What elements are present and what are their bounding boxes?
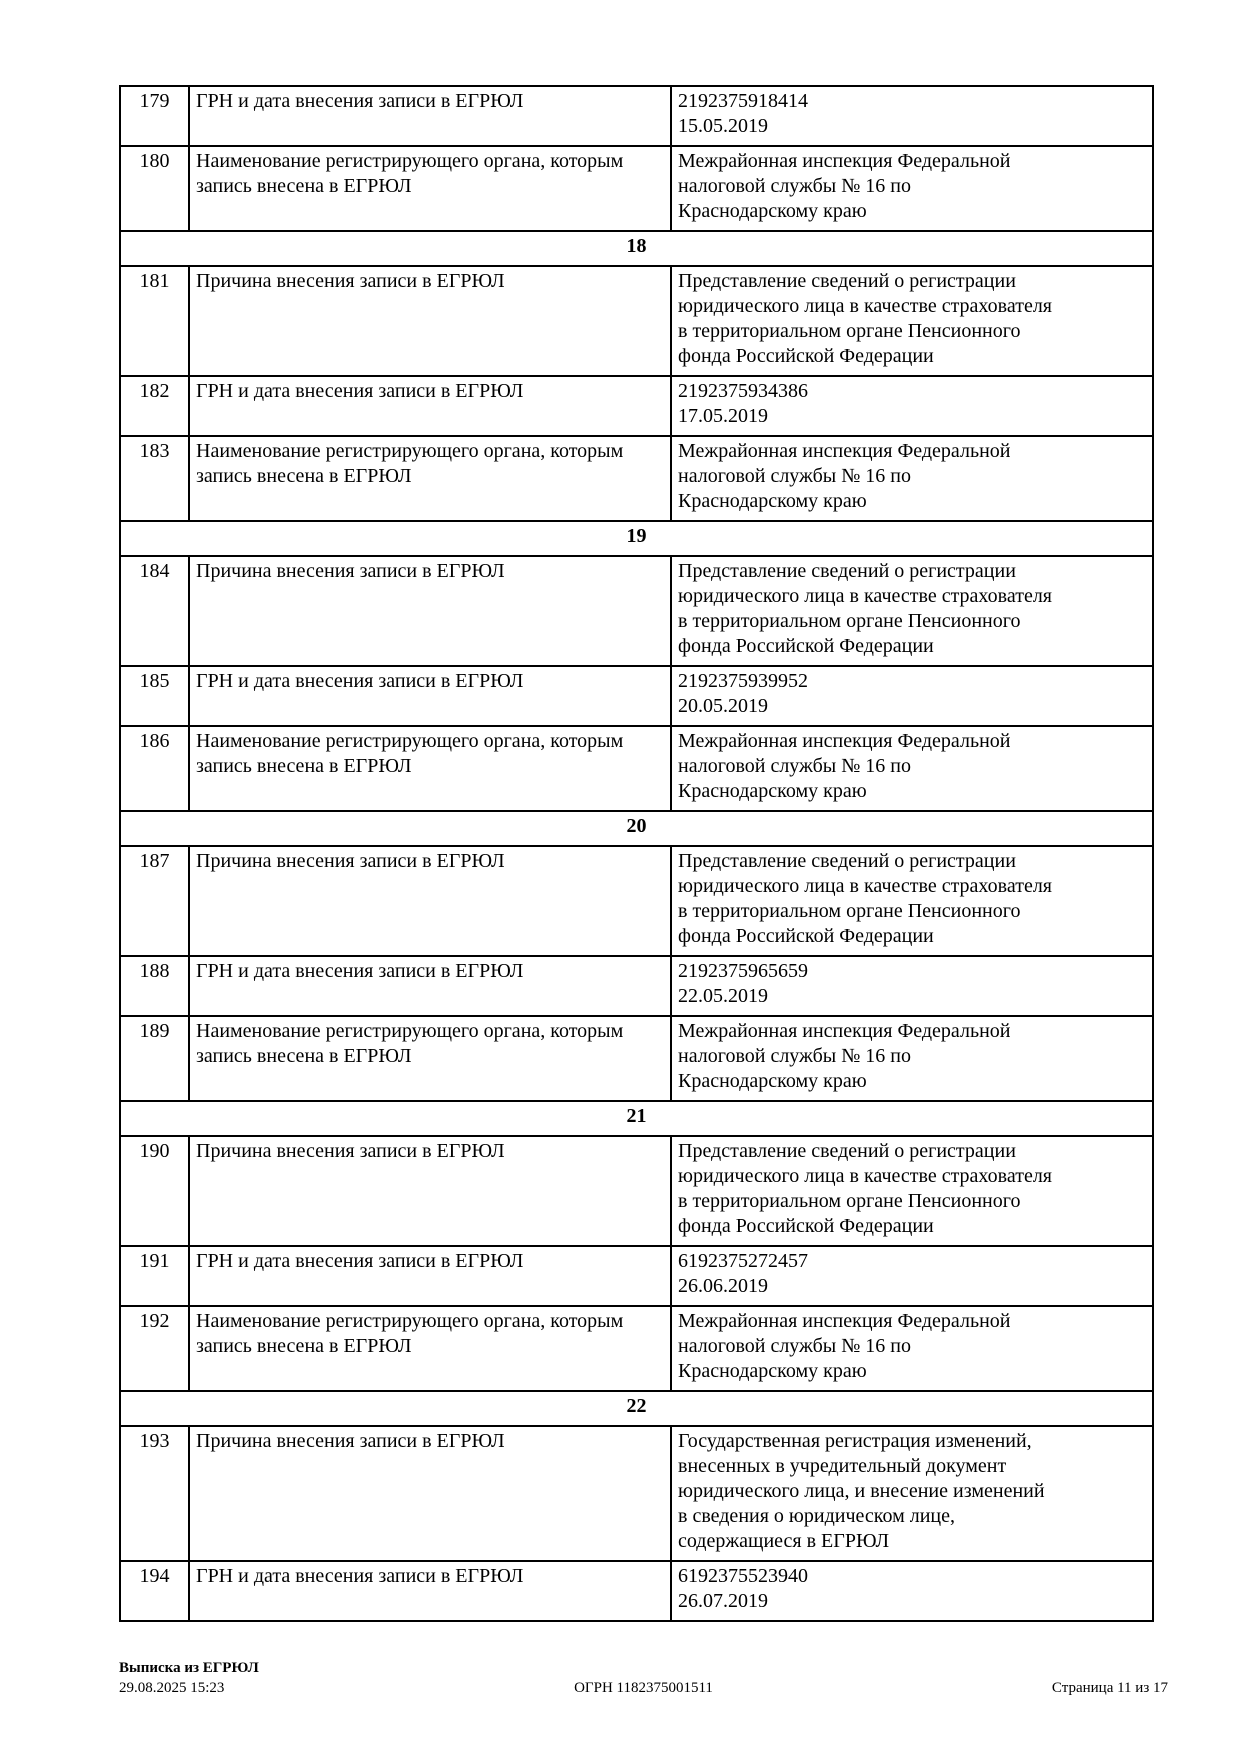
value-line: фонда Российской Федерации (678, 925, 934, 947)
footer-left-block (119, 1658, 469, 1698)
row-label: Причина внесения записи в ЕГРЮЛ (189, 1136, 671, 1246)
row-number: 192 (120, 1306, 189, 1391)
row-value (671, 86, 1153, 146)
table-row (120, 666, 1153, 726)
row-number: 184 (120, 556, 189, 666)
footer-ogrn: ОГРН 1182375001511 (574, 1680, 713, 1696)
row-value (671, 1306, 1153, 1391)
value-line: Представление сведений о регистрации (678, 270, 1016, 292)
value-line: 2192375939952 (678, 670, 808, 692)
row-value (671, 1136, 1153, 1246)
row-label: Наименование регистрирующего органа, которым запись внесена в ЕГРЮЛ (189, 146, 671, 231)
row-label: Причина внесения записи в ЕГРЮЛ (189, 846, 671, 956)
table-row (120, 86, 1153, 146)
value-line: Краснодарскому краю (678, 490, 867, 512)
row-label: ГРН и дата внесения записи в ЕГРЮЛ (189, 1246, 671, 1306)
row-number: 193 (120, 1426, 189, 1561)
table-row (120, 1136, 1153, 1246)
row-label: Причина внесения записи в ЕГРЮЛ (189, 1426, 671, 1561)
row-value (671, 556, 1153, 666)
footer-page-number: Страница 11 из 17 (1051, 1680, 1169, 1696)
table-row (120, 726, 1153, 811)
section-number: 21 (120, 1101, 1153, 1136)
table-row (120, 1016, 1153, 1101)
row-value (671, 956, 1153, 1016)
value-line: Государственная регистрация изменений, (678, 1430, 1032, 1452)
table-row (120, 1306, 1153, 1391)
row-number: 182 (120, 376, 189, 436)
row-number: 181 (120, 266, 189, 376)
value-line: фонда Российской Федерации (678, 635, 934, 657)
section-header-row (120, 811, 1153, 846)
row-value (671, 436, 1153, 521)
section-number: 22 (120, 1391, 1153, 1426)
value-line: юридического лица в качестве страхователя (678, 875, 1053, 897)
value-line: Краснодарскому краю (678, 780, 867, 802)
value-line: юридического лица в качестве страхователя (678, 295, 1053, 317)
row-value (671, 1426, 1153, 1561)
row-label: ГРН и дата внесения записи в ЕГРЮЛ (189, 666, 671, 726)
value-line: 15.05.2019 (678, 115, 768, 137)
row-label: ГРН и дата внесения записи в ЕГРЮЛ (189, 1561, 671, 1621)
value-line: в территориальном органе Пенсионного (678, 1190, 1021, 1212)
value-line: 2192375934386 (678, 380, 808, 402)
value-line: налоговой службы № 16 по (678, 755, 911, 777)
value-line: налоговой службы № 16 по (678, 175, 911, 197)
row-number: 183 (120, 436, 189, 521)
value-line: Межрайонная инспекция Федеральной (678, 1020, 1011, 1042)
row-value (671, 266, 1153, 376)
row-number: 185 (120, 666, 189, 726)
table-row (120, 956, 1153, 1016)
row-value (671, 666, 1153, 726)
value-line: Краснодарскому краю (678, 1070, 867, 1092)
value-line: юридического лица в качестве страхователя (678, 1165, 1053, 1187)
value-line: Межрайонная инспекция Федеральной (678, 1310, 1011, 1332)
value-line: фонда Российской Федерации (678, 345, 934, 367)
row-number: 190 (120, 1136, 189, 1246)
value-line: Представление сведений о регистрации (678, 560, 1016, 582)
section-header-row (120, 1391, 1153, 1426)
value-line: Межрайонная инспекция Федеральной (678, 440, 1011, 462)
footer-datetime: 29.08.2025 15:23 (119, 1680, 225, 1696)
value-line: юридического лица в качестве страхователя (678, 585, 1053, 607)
row-value (671, 146, 1153, 231)
value-line: 2192375965659 (678, 960, 808, 982)
value-line: 20.05.2019 (678, 695, 768, 717)
value-line: 6192375523940 (678, 1565, 808, 1587)
row-value (671, 1246, 1153, 1306)
row-number: 180 (120, 146, 189, 231)
table-row (120, 376, 1153, 436)
table-row (120, 556, 1153, 666)
table-row (120, 436, 1153, 521)
value-line: 22.05.2019 (678, 985, 768, 1007)
table-row (120, 1561, 1153, 1621)
row-value (671, 846, 1153, 956)
value-line: в территориальном органе Пенсионного (678, 900, 1021, 922)
value-line: 26.07.2019 (678, 1590, 768, 1612)
page-footer (119, 1658, 1168, 1698)
value-line: налоговой службы № 16 по (678, 1335, 911, 1357)
value-line: Краснодарскому краю (678, 1360, 867, 1382)
value-line: в территориальном органе Пенсионного (678, 320, 1021, 342)
row-number: 187 (120, 846, 189, 956)
value-line: в сведения о юридическом лице, (678, 1505, 955, 1527)
row-label: Наименование регистрирующего органа, которым запись внесена в ЕГРЮЛ (189, 1306, 671, 1391)
value-line: Представление сведений о регистрации (678, 1140, 1016, 1162)
row-label: Причина внесения записи в ЕГРЮЛ (189, 266, 671, 376)
row-label: Причина внесения записи в ЕГРЮЛ (189, 556, 671, 666)
section-number: 18 (120, 231, 1153, 266)
value-line: Представление сведений о регистрации (678, 850, 1016, 872)
value-line: юридического лица, и внесение изменений (678, 1480, 1045, 1502)
value-line: Межрайонная инспекция Федеральной (678, 150, 1011, 172)
row-label: Наименование регистрирующего органа, которым запись внесена в ЕГРЮЛ (189, 1016, 671, 1101)
row-number: 194 (120, 1561, 189, 1621)
row-label: ГРН и дата внесения записи в ЕГРЮЛ (189, 376, 671, 436)
value-line: содержащиеся в ЕГРЮЛ (678, 1530, 890, 1552)
row-label: ГРН и дата внесения записи в ЕГРЮЛ (189, 86, 671, 146)
footer-document-title: Выписка из ЕГРЮЛ (119, 1660, 259, 1676)
section-number: 19 (120, 521, 1153, 556)
value-line: 2192375918414 (678, 90, 808, 112)
section-header-row (120, 231, 1153, 266)
value-line: внесенных в учредительный документ (678, 1455, 1007, 1477)
value-line: 6192375272457 (678, 1250, 808, 1272)
section-header-row (120, 521, 1153, 556)
row-number: 188 (120, 956, 189, 1016)
value-line: 26.06.2019 (678, 1275, 768, 1297)
table-row (120, 266, 1153, 376)
value-line: налоговой службы № 16 по (678, 1045, 911, 1067)
row-number: 189 (120, 1016, 189, 1101)
row-label: Наименование регистрирующего органа, которым запись внесена в ЕГРЮЛ (189, 726, 671, 811)
row-value (671, 726, 1153, 811)
egrul-records-table-body (120, 86, 1153, 1621)
value-line: Межрайонная инспекция Федеральной (678, 730, 1011, 752)
row-label: ГРН и дата внесения записи в ЕГРЮЛ (189, 956, 671, 1016)
row-value (671, 376, 1153, 436)
row-number: 191 (120, 1246, 189, 1306)
value-line: в территориальном органе Пенсионного (678, 610, 1021, 632)
row-value (671, 1016, 1153, 1101)
table-row (120, 1246, 1153, 1306)
row-number: 179 (120, 86, 189, 146)
table-row (120, 1426, 1153, 1561)
value-line: налоговой службы № 16 по (678, 465, 911, 487)
value-line: фонда Российской Федерации (678, 1215, 934, 1237)
row-number: 186 (120, 726, 189, 811)
table-row (120, 846, 1153, 956)
value-line: 17.05.2019 (678, 405, 768, 427)
egrul-records-table (119, 85, 1154, 1622)
row-label: Наименование регистрирующего органа, которым запись внесена в ЕГРЮЛ (189, 436, 671, 521)
table-row (120, 146, 1153, 231)
value-line: Краснодарскому краю (678, 200, 867, 222)
row-value (671, 1561, 1153, 1621)
section-number: 20 (120, 811, 1153, 846)
section-header-row (120, 1101, 1153, 1136)
